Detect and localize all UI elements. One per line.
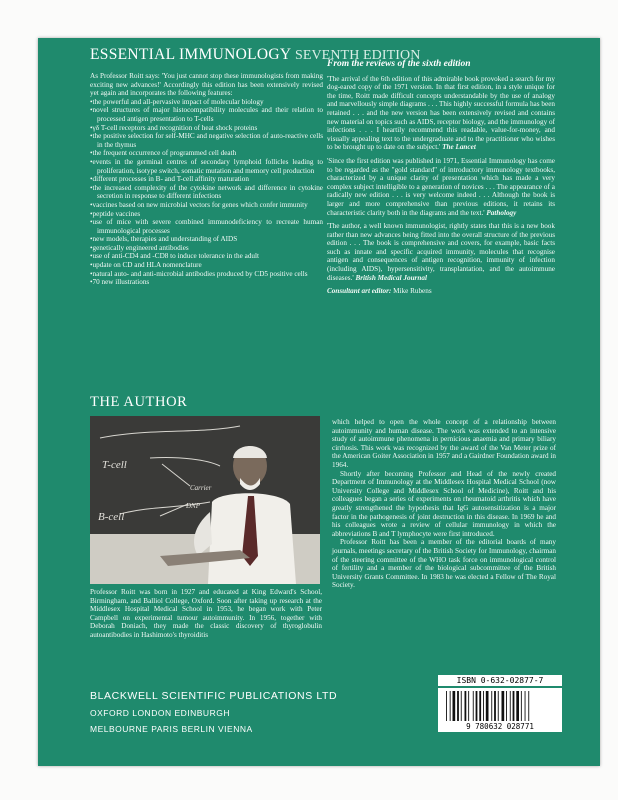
author-bio-para: Shortly after becoming Professor and Head of the newly created Department of Immunology at the Middlesex Hospital Medical School (now University College and Middlesex School of Medicine), Roitt and his colleagues began a series of experiments on rheumatoid arthritis which have greatly strengthened the hypothesis that IgG autosensitization is a major factor in the pathogenesis of joint destruction in this disease. In 1969 he and his colleagues wrote a review of cellular immunology in which the abbreviations B and T lymphocyte were first introduced.: [332, 469, 556, 538]
photo-label-bcell: B-cell: [98, 511, 125, 523]
book-back-cover: [38, 38, 600, 766]
feature-item: • new models, therapies and understanding of AIDS: [90, 235, 323, 244]
feature-item: • the positive selection for self-MHC and negative selection of auto-reactive cells in the thymus: [90, 132, 323, 149]
title-edition: SEVENTH EDITION: [294, 48, 421, 63]
photo-label-dnp: DNP: [186, 502, 200, 510]
author-photo: [90, 416, 320, 584]
feature-item: • use of anti-CD4 and -CD8 to induce tolerance in the adult: [90, 252, 323, 261]
review-source: The Lancet: [442, 143, 476, 152]
feature-item: • peptide vaccines: [90, 210, 323, 219]
publisher-cities-line2: MELBOURNE PARIS BERLIN VIENNA: [90, 724, 253, 734]
review-source: British Medical Journal: [355, 273, 427, 282]
feature-item: • events in the germinal centres of secondary lymphoid follicles leading to proliferation, isotype switch, somatic mutation and memory cell production: [90, 158, 323, 175]
review-text: 'The author, a well known immunologist, rightly states that this is a new book rather than new advances being fitted into the overall structure of the previous edition . . . The book is comprehensive and covers, for example, basic facts such as innate and specific acquired immunity, molecules that recognise antigen and consequences of antigen recognition, immunity of infection (including AIDS), hypersensitivity, transplantation, and the autoimmune diseases.': [327, 222, 555, 282]
author-heading: THE AUTHOR: [90, 394, 188, 410]
feature-item: • vaccines based on new microbial vectors for genes which confer immunity: [90, 201, 323, 210]
consultant-credit: [327, 287, 555, 296]
barcode: [438, 688, 562, 732]
feature-item: • the powerful and all-pervasive impact of molecular biology: [90, 98, 323, 107]
feature-item: • γδ T-cell receptors and recognition of heat shock proteins: [90, 124, 323, 133]
consultant-label: Consultant art editor:: [327, 287, 392, 296]
barcode-number: 9 780632 028771: [466, 722, 534, 731]
reviews-heading: From the reviews of the sixth edition: [327, 59, 471, 69]
title-main: ESSENTIAL IMMUNOLOGY: [90, 46, 291, 63]
feature-item: • genetically engineered antibodies: [90, 244, 323, 253]
photo-label-carrier: Carrier: [190, 484, 212, 492]
author-photo-illustration: [90, 416, 320, 584]
author-bio-para: which helped to open the whole concept of a relationship between autoimmunity and human disease. The work was extended to an intensive study of autoimmune phenomena in pernicious anaemia and primary biliary cirrhosis. This work was recognized by the award of the Van Meter prize of the American Goiter Association in 1957 and a Gairdner Foundation award in 1964.: [332, 418, 556, 469]
feature-item: • update on CD and HLA nomenclature: [90, 261, 323, 270]
feature-item: • 70 new illustrations: [90, 278, 323, 287]
feature-list: [90, 98, 323, 287]
feature-item: • natural auto- and anti-microbial antibodies produced by CD5 positive cells: [90, 270, 323, 279]
feature-item: • novel structures of major histocompatibility molecules and their relation to processed antigen presentation to T-cells: [90, 106, 323, 123]
consultant-name: Mike Rubens: [393, 287, 432, 296]
reviews-column: [327, 60, 555, 296]
publisher-cities-line1: OXFORD LONDON EDINBURGH: [90, 708, 230, 718]
photo-label-tcell: T-cell: [102, 459, 127, 471]
author-bio-para: Professor Roitt has been a member of the editorial boards of many journals, meetings secretary of the British Society for Immunology, chairman of the steering committee of the WHO task force on immunological control of fertility and a member of the biological subcommittee of the British University Grants Committee. In 1983 he was elected a Fellow of The Royal Society.: [332, 538, 556, 590]
features-column: [90, 72, 323, 287]
isbn-label: ISBN 0-632-02877-7: [438, 675, 562, 686]
review-source: Pathology: [486, 208, 517, 217]
author-bio-left: Professor Roitt was born in 1927 and educated at King Edward's School, Birmingham, and Balliol College, Oxford. Soon after taking up research at the Middlesex Hospital Medical School in 1953, he began work with Peter Campbell on experimental tumour autoimmunity. In 1956, together with Deborah Doniach, they made the classic discovery of thyroglobulin autoantibodies in Hashimoto's thyroiditis: [90, 588, 322, 639]
review-bmj: [327, 222, 555, 282]
intro-text: As Professor Roitt says: 'You just cannot stop these immunologists from making exciting new advances!' Accordingly this edition has been extensively revised yet again and incorporates the following features:: [90, 72, 323, 98]
review-lancet: [327, 75, 555, 152]
review-pathology: [327, 157, 555, 217]
author-bio-right: [332, 418, 556, 590]
review-text: 'Since the first edition was published in 1971, Essential Immunology has come to be regarded as the "gold standard" of introductory immunology textbooks, characterized by a unique clarity of presentation which has made a very complex subject intelligible to a generation of novices . . . The appearance of a radically new edition . . . is very welcome indeed . . . Although the book is larger and more comprehensive than previous editions, it retains its characteristic clarity both in the diagrams and the text.': [327, 156, 555, 217]
feature-item: • use of mice with severe combined immunodeficiency to recreate human immunological processes: [90, 218, 323, 235]
publisher-name: BLACKWELL SCIENTIFIC PUBLICATIONS LTD: [90, 690, 338, 702]
feature-item: • different processes in B- and T-cell affinity maturation: [90, 175, 323, 184]
feature-item: • the increased complexity of the cytokine network and difference in cytokine secretion in response to different infections: [90, 184, 323, 201]
review-text: 'The arrival of the 6th edition of this admirable book provoked a search for my dog-eared copy of the 1971 version. In that first edition, in a style unique for the time, Roitt made difficult concepts understandable by the use of analogy and marvellously simple diagrams . . . This highly successful formula has been retained . . . and the new version has been extensively revised and contains new material on topics such as AIDS, receptor biology, and the immunology of infections . . . I heartily recommend this readable, value-for-money, and visually appealing text to the undergraduate and to the practitioner who wishes to be brought up to date on the subject.': [327, 74, 555, 152]
feature-item: • the frequent occurrence of programmed cell death: [90, 149, 323, 158]
